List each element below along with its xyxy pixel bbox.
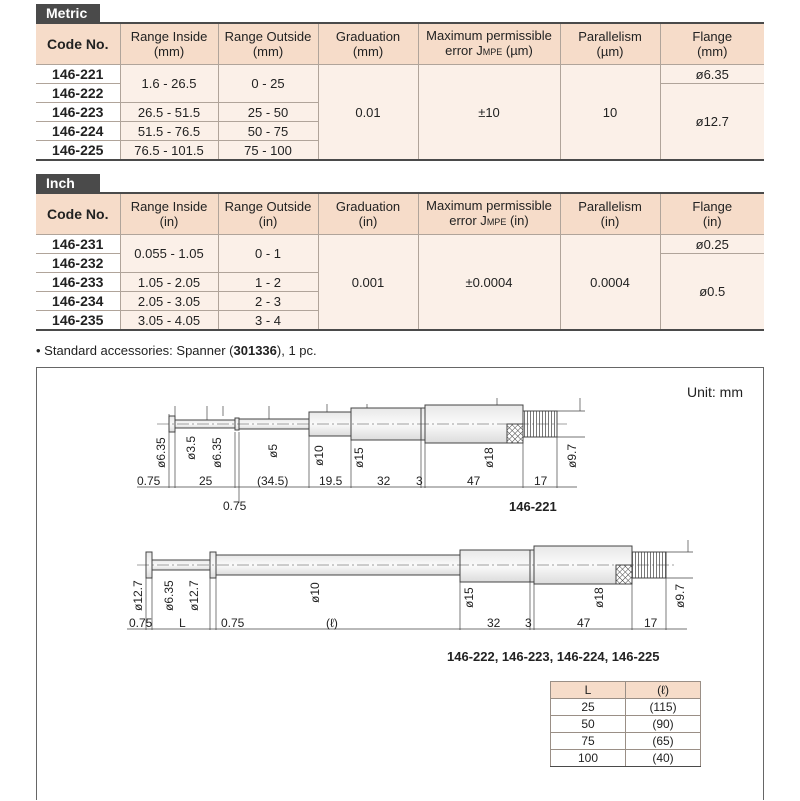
bottom-caption: 146-222, 146-223, 146-224, 146-225 xyxy=(447,649,660,664)
bottom-length-label: 0.75 xyxy=(221,616,245,630)
parallelism-cell: 0.0004 xyxy=(560,235,660,331)
graduation-cell: 0.001 xyxy=(318,235,418,331)
l-header: L xyxy=(551,682,626,699)
bottom-length-label: L xyxy=(179,616,186,630)
code-cell: 146-233 xyxy=(36,273,120,292)
parallelism-cell: 10 xyxy=(560,65,660,161)
flange-large-cell: ø12.7 xyxy=(660,84,764,161)
top-length-label: 0.75 xyxy=(137,474,161,488)
l-dimension-table xyxy=(550,681,701,767)
l-cell: 75 xyxy=(551,733,626,750)
bottom-length-label: (ℓ) xyxy=(326,616,338,630)
top-dia-label: ø6.35 xyxy=(154,437,168,468)
unit-label: Unit: mm xyxy=(687,384,743,400)
top-length-label: 47 xyxy=(467,474,481,488)
range-inside-cell: 3.05 - 4.05 xyxy=(120,311,218,331)
inch-section-label: Inch xyxy=(36,174,100,192)
range-outside-cell: 2 - 3 xyxy=(218,292,318,311)
header-code: Code No. xyxy=(36,193,120,235)
bottom-length-label: 32 xyxy=(487,616,501,630)
header-range-inside: Range Inside (mm) xyxy=(120,23,218,65)
code-cell: 146-221 xyxy=(36,65,120,84)
header-parallelism: Parallelism (µm) xyxy=(560,23,660,65)
code-cell: 146-232 xyxy=(36,254,120,273)
range-inside-cell: 2.05 - 3.05 xyxy=(120,292,218,311)
dimension-drawing-panel xyxy=(36,367,764,800)
range-outside-cell: 25 - 50 xyxy=(218,103,318,122)
range-inside-cell: 76.5 - 101.5 xyxy=(120,141,218,161)
range-inside-cell: 0.055 - 1.05 xyxy=(120,235,218,273)
top-length-label: 25 xyxy=(199,474,213,488)
top-dia-label: ø15 xyxy=(352,447,366,468)
ell-cell: (90) xyxy=(626,716,701,733)
bottom-gauge xyxy=(137,546,677,584)
top-caption: 146-221 xyxy=(509,499,557,514)
l-cell: 100 xyxy=(551,750,626,767)
header-mpe: Maximum permissible error JMPE (µm) xyxy=(418,23,560,65)
bottom-length-label: 0.75 xyxy=(129,616,153,630)
flange-large-cell: ø0.5 xyxy=(660,254,764,331)
accessories-note: • Standard accessories: Spanner (301336), 1 pc. xyxy=(36,343,317,358)
bottom-dia-label: ø10 xyxy=(308,582,322,603)
top-length-label: (34.5) xyxy=(257,474,289,488)
bottom-dia-label: ø18 xyxy=(592,587,606,608)
top-length-label: 32 xyxy=(377,474,391,488)
code-cell: 146-224 xyxy=(36,122,120,141)
top-length-label: 17 xyxy=(534,474,548,488)
range-outside-cell: 3 - 4 xyxy=(218,311,318,331)
top-gauge xyxy=(157,405,567,443)
top-dia-label: ø9.7 xyxy=(565,443,579,468)
code-cell: 146-223 xyxy=(36,103,120,122)
code-cell: 146-234 xyxy=(36,292,120,311)
code-cell: 146-235 xyxy=(36,311,120,331)
range-outside-cell: 0 - 1 xyxy=(218,235,318,273)
flange-small-cell: ø6.35 xyxy=(660,65,764,84)
top-dia-label: ø18 xyxy=(482,447,496,468)
top-length-label: 3 xyxy=(416,474,423,488)
code-cell: 146-225 xyxy=(36,141,120,161)
top-dia-label: ø3.5 xyxy=(184,435,198,460)
header-range-outside: Range Outside (mm) xyxy=(218,23,318,65)
ell-header: (ℓ) xyxy=(626,682,701,699)
ell-cell: (65) xyxy=(626,733,701,750)
top-length-label: 19.5 xyxy=(319,474,343,488)
ell-cell: (40) xyxy=(626,750,701,767)
range-inside-cell: 51.5 - 76.5 xyxy=(120,122,218,141)
header-flange: Flange (in) xyxy=(660,193,764,235)
graduation-cell: 0.01 xyxy=(318,65,418,161)
metric-spec-table xyxy=(36,22,764,161)
top-dia-label: ø6.35 xyxy=(210,437,224,468)
range-outside-cell: 50 - 75 xyxy=(218,122,318,141)
code-cell: 146-231 xyxy=(36,235,120,254)
bottom-dia-label: ø15 xyxy=(462,587,476,608)
header-range-outside: Range Outside (in) xyxy=(218,193,318,235)
bottom-dia-label: ø6.35 xyxy=(162,580,176,611)
header-mpe: Maximum permissible error JMPE (in) xyxy=(418,193,560,235)
top-dia-label: ø5 xyxy=(266,443,280,458)
bottom-dia-label: ø9.7 xyxy=(673,583,687,608)
bottom-length-label: 3 xyxy=(525,616,532,630)
range-inside-cell: 26.5 - 51.5 xyxy=(120,103,218,122)
ell-cell: (115) xyxy=(626,699,701,716)
header-parallelism: Parallelism (in) xyxy=(560,193,660,235)
header-flange: Flange (mm) xyxy=(660,23,764,65)
bottom-length-label: 17 xyxy=(644,616,658,630)
range-outside-cell: 75 - 100 xyxy=(218,141,318,161)
top-below-label: 0.75 xyxy=(223,499,247,513)
l-cell: 25 xyxy=(551,699,626,716)
code-cell: 146-222 xyxy=(36,84,120,103)
header-graduation: Graduation (in) xyxy=(318,193,418,235)
range-outside-cell: 0 - 25 xyxy=(218,65,318,103)
range-outside-cell: 1 - 2 xyxy=(218,273,318,292)
bottom-dia-label: ø12.7 xyxy=(131,580,145,611)
header-code: Code No. xyxy=(36,23,120,65)
mpe-cell: ±10 xyxy=(418,65,560,161)
bottom-dia-label: ø12.7 xyxy=(187,580,201,611)
mpe-cell: ±0.0004 xyxy=(418,235,560,331)
range-inside-cell: 1.05 - 2.05 xyxy=(120,273,218,292)
metric-section-label: Metric xyxy=(36,4,100,22)
header-graduation: Graduation (mm) xyxy=(318,23,418,65)
l-cell: 50 xyxy=(551,716,626,733)
header-range-inside: Range Inside (in) xyxy=(120,193,218,235)
bottom-length-label: 47 xyxy=(577,616,591,630)
flange-small-cell: ø0.25 xyxy=(660,235,764,254)
inch-spec-table xyxy=(36,192,764,331)
top-dia-label: ø10 xyxy=(312,445,326,466)
range-inside-cell: 1.6 - 26.5 xyxy=(120,65,218,103)
